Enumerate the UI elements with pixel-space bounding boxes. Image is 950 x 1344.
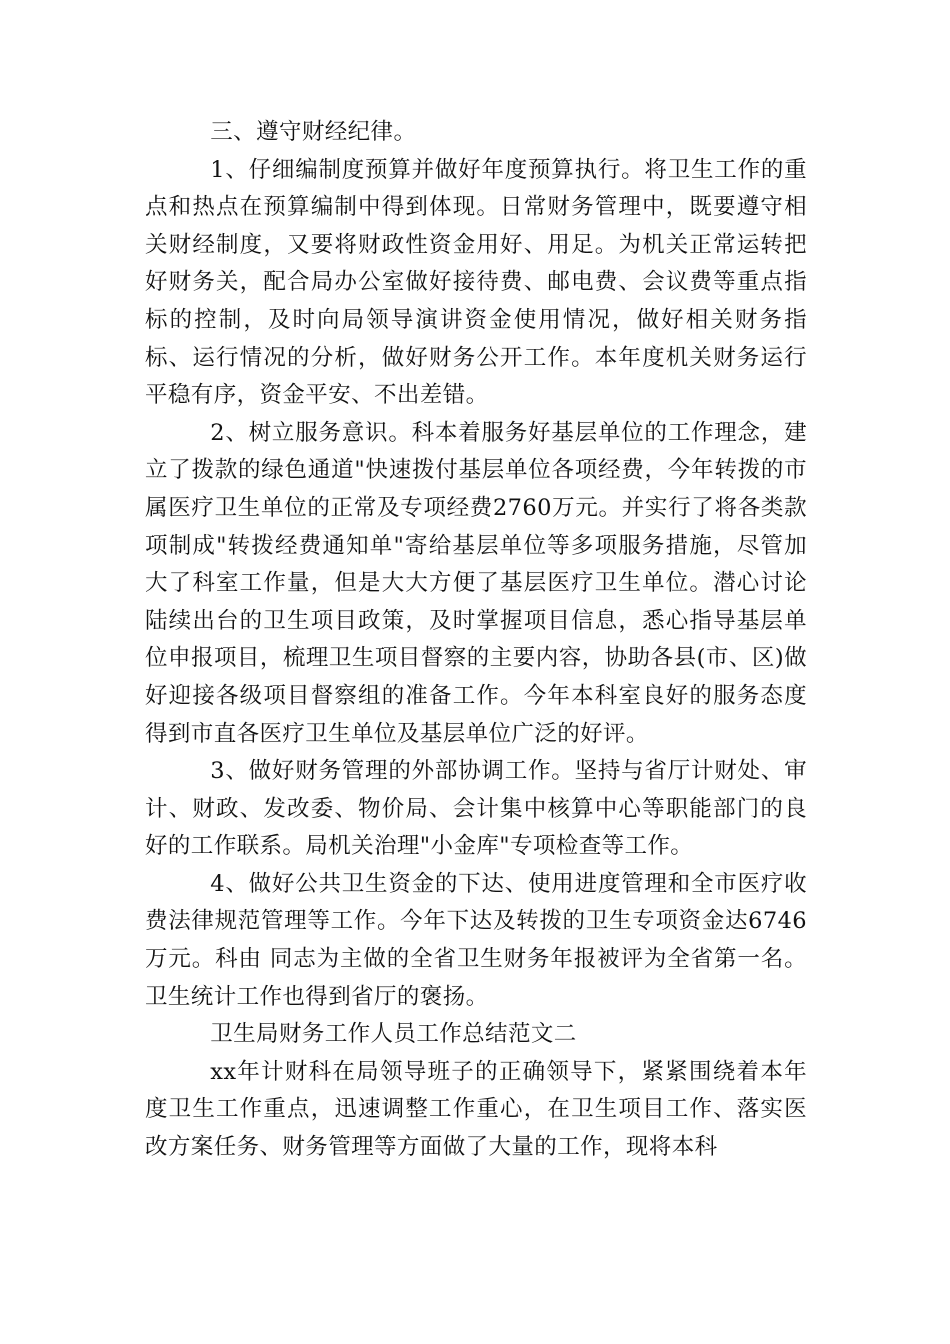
paragraph-public-health-funds: 4、做好公共卫生资金的下达、使用进度管理和全市医疗收费法律规范管理等工作。今年下达及转拨的卫生专项资金达6746万元。科由 同志为主做的全省卫生财务年报被评为全省第一名。卫生统计工作也得到省厅的褒扬。 xyxy=(145,870,807,1010)
subtitle: 卫生局财务工作人员工作总结范文二 xyxy=(210,1021,577,1048)
paragraph-service: 2、树立服务意识。科本着服务好基层单位的工作理念，建立了拨款的绿色通道"快速拨付基层单位各项经费，今年转拨的市属医疗卫生单位的正常及专项经费2760万元。并实行了将各类款项制成"转拨经费通知单"寄给基层单位等多项服务措施，尽管加大了科室工作量，但是大大方便了基层医疗卫生单位。潜心讨论陆续出台的卫生项目政策，及时掌握项目信息，悉心指导基层单位申报项目，梳理卫生项目督察的主要内容，协助各县(市、区)做好迎接各级项目督察组的准备工作。今年本科室良好的服务态度得到市直各医疗卫生单位及基层单位广泛的好评。 xyxy=(145,419,807,747)
paragraph-budget: 1、仔细编制度预算并做好年度预算执行。将卫生工作的重点和热点在预算编制中得到体现。日常财务管理中，既要遵守相关财经制度，又要将财政性资金用好、用足。为机关正常运转把好财务关，配合局办公室做好接待费、邮电费、会议费等重点指标的控制，及时向局领导演讲资金使用情况，做好相关财务指标、运行情况的分析，做好财务公开工作。本年度机关财务运行平稳有序，资金平安、不出差错。 xyxy=(145,156,807,409)
section-heading: 三、遵守财经纪律。 xyxy=(210,119,417,145)
paragraph-coordination: 3、做好财务管理的外部协调工作。坚持与省厅计财处、审计、财政、发改委、物价局、会计集中核算中心等职能部门的良好的工作联系。局机关治理"小金库"专项检查等工作。 xyxy=(145,758,807,860)
document-body xyxy=(145,114,807,1167)
paragraph-closing: xx年计财科在局领导班子的正确领导下，紧紧围绕着本年度卫生工作重点，迅速调整工作重心，在卫生项目工作、落实医改方案任务、财务管理等方面做了大量的工作，现将本科 xyxy=(145,1058,807,1161)
